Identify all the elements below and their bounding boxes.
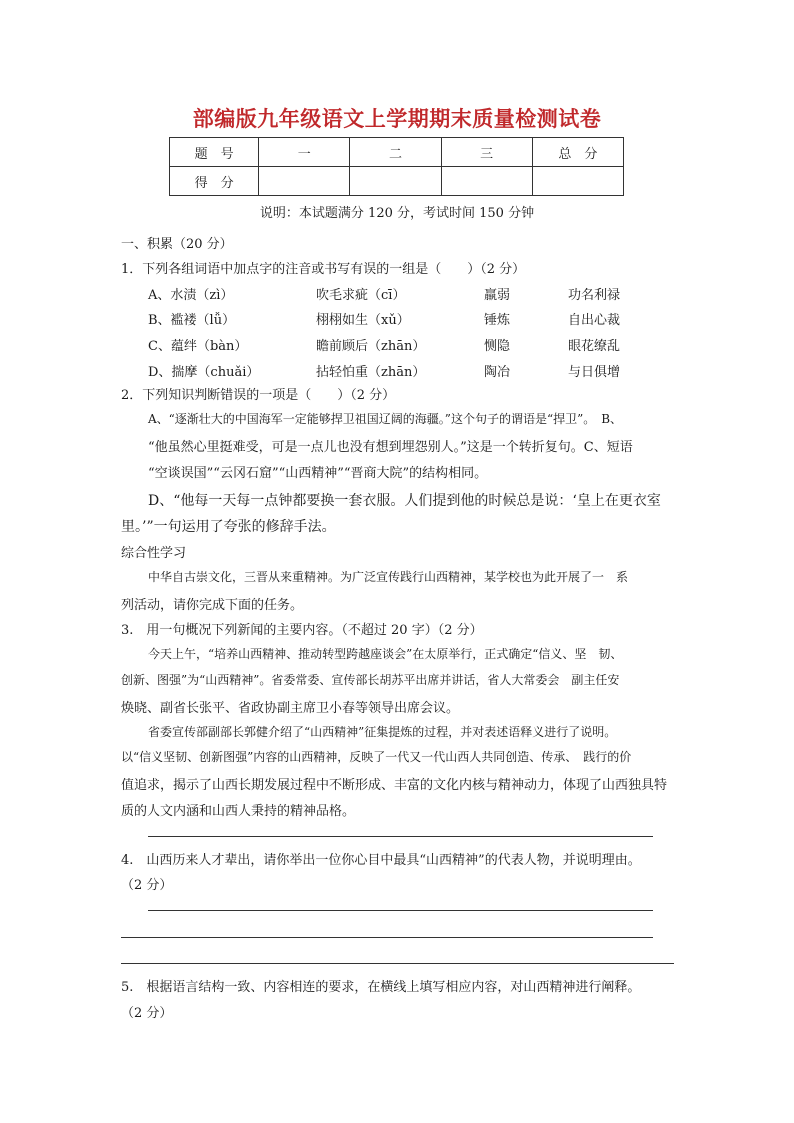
q1-option-c-2: 瞻前顾后（zhān） [316,339,426,354]
q1-option-b-4: 自出心裁 [568,313,621,328]
q3-news-line: 以“信义坚韧、创新图强”内容的山西精神，反映了一代又一代山西人共同创造、传承、 践行的价 [121,750,632,764]
comp-intro-line: 中华自古崇文化，三晋从来重精神。为广泛宣传践行山西精神，某学校也为此开展了一 系 [148,570,629,584]
q2-line: “空谈误国”“云冈石窟”“山西精神”“晋商大院”的结构相同。 [148,466,488,481]
q4-answer-line[interactable] [148,910,653,911]
question-2-stem: 2．下列知识判断错误的一项是（ ）（2 分） [121,388,396,403]
q1-option-b-3: 锤炼 [484,313,511,328]
q3-news-line: 质的人文内涵和山西人秉持的精神品格。 [121,804,356,819]
q1-option-b-1: B、褴褛（lǚ） [148,313,236,328]
q3-news-line: 今天上午，“培养山西精神、推动转型跨越座谈会”在太原举行，正式确定“信义、坚 韧、 [148,647,623,661]
q1-option-c-4: 眼花缭乱 [568,339,621,354]
q4-answer-line[interactable] [121,963,674,964]
score-table [169,137,624,196]
score-table-score-row [170,167,624,196]
q1-option-a-1: A、水渍（zì） [148,288,234,303]
score-header-cell: 二 [350,138,441,167]
q3-news-line: 值追求，揭示了山西长期发展过程中不断形成、丰富的文化内核与精神动力，体现了山西独具特 [121,778,668,793]
q1-option-b-2: 栩栩如生（xǔ） [316,313,410,328]
q1-option-d-1: D、揣摩（chuǎi） [148,365,260,380]
q2-line: 里。’”一句运用了夸张的修辞手法。 [121,519,336,535]
q1-option-a-2: 吹毛求疵（cī） [316,288,406,303]
q3-answer-line[interactable] [148,836,653,837]
q1-option-a-4: 功名利禄 [568,288,621,303]
q2-line: A、“逐渐壮大的中国海军一定能够捍卫祖国辽阔的海疆。”这个句子的谓语是“捍卫”。 B、 [148,412,623,426]
q1-option-a-3: 羸弱 [484,288,511,303]
section-heading-comprehensive: 综合性学习 [121,546,187,561]
q2-line: “他虽然心里挺难受，可是一点儿也没有想到埋怨别人。”这是一个转折复句。C、短语 [148,440,633,455]
q1-option-d-2: 拈轻怕重（zhān） [316,365,426,380]
score-cell[interactable] [441,167,532,196]
question-1-stem: 1．下列各组词语中加点字的注音或书写有误的一组是（ ）（2 分） [121,262,526,277]
score-header-cell: 题 号 [170,138,259,167]
question-5-score: （2 分） [121,1006,173,1021]
q3-news-line: 创新、图强”为“山西精神”。省委常委、宣传部长胡苏平出席并讲话，省人大常委会 副主任安 [121,673,620,687]
score-table-header-row [170,138,624,167]
score-header-cell: 总 分 [532,138,623,167]
q1-option-c-3: 恻隐 [484,339,511,354]
q4-answer-line[interactable] [121,937,653,938]
question-4-score: （2 分） [121,878,173,893]
q1-option-d-3: 陶冶 [484,365,511,380]
question-4-stem: 4. 山西历来人才辈出，请你举出一位你心目中最具“山西精神”的代表人物，并说明理由。 [121,853,641,868]
exam-note: 说明：本试题满分 120 分，考试时间 150 分钟 [259,206,535,221]
score-row-label: 得 分 [170,167,259,196]
q3-news-line: 省委宣传部副部长郭健介绍了“山西精神”征集提炼的过程，并对表述语释义进行了说明。 [148,725,617,739]
q3-news-line: 焕晓、副省长张平、省政协副主席卫小春等领导出席会议。 [121,701,460,716]
q1-option-c-1: C、蕴绊（bàn） [148,339,248,354]
question-5-stem: 5. 根据语言结构一致、内容相连的要求，在横线上填写相应内容，对山西精神进行阐释。 [121,980,641,995]
question-3-stem: 3. 用一句概况下列新闻的主要内容。（不超过 20 字）（2 分） [121,623,483,638]
score-cell[interactable] [350,167,441,196]
q1-option-d-4: 与日俱增 [568,365,621,380]
exam-title: 部编版九年级语文上学期期末质量检测试卷 [192,106,602,131]
score-cell[interactable] [259,167,350,196]
q2-line: D、“他每一天每一点钟都要换一套衣服。人们提到他的时候总是说：‘皇上在更衣室 [148,493,661,509]
score-header-cell: 一 [259,138,350,167]
section-heading-accumulation: 一、积累（20 分） [121,237,233,252]
score-header-cell: 三 [441,138,532,167]
score-cell[interactable] [532,167,623,196]
comp-intro-line: 列活动，请你完成下面的任务。 [121,598,304,613]
